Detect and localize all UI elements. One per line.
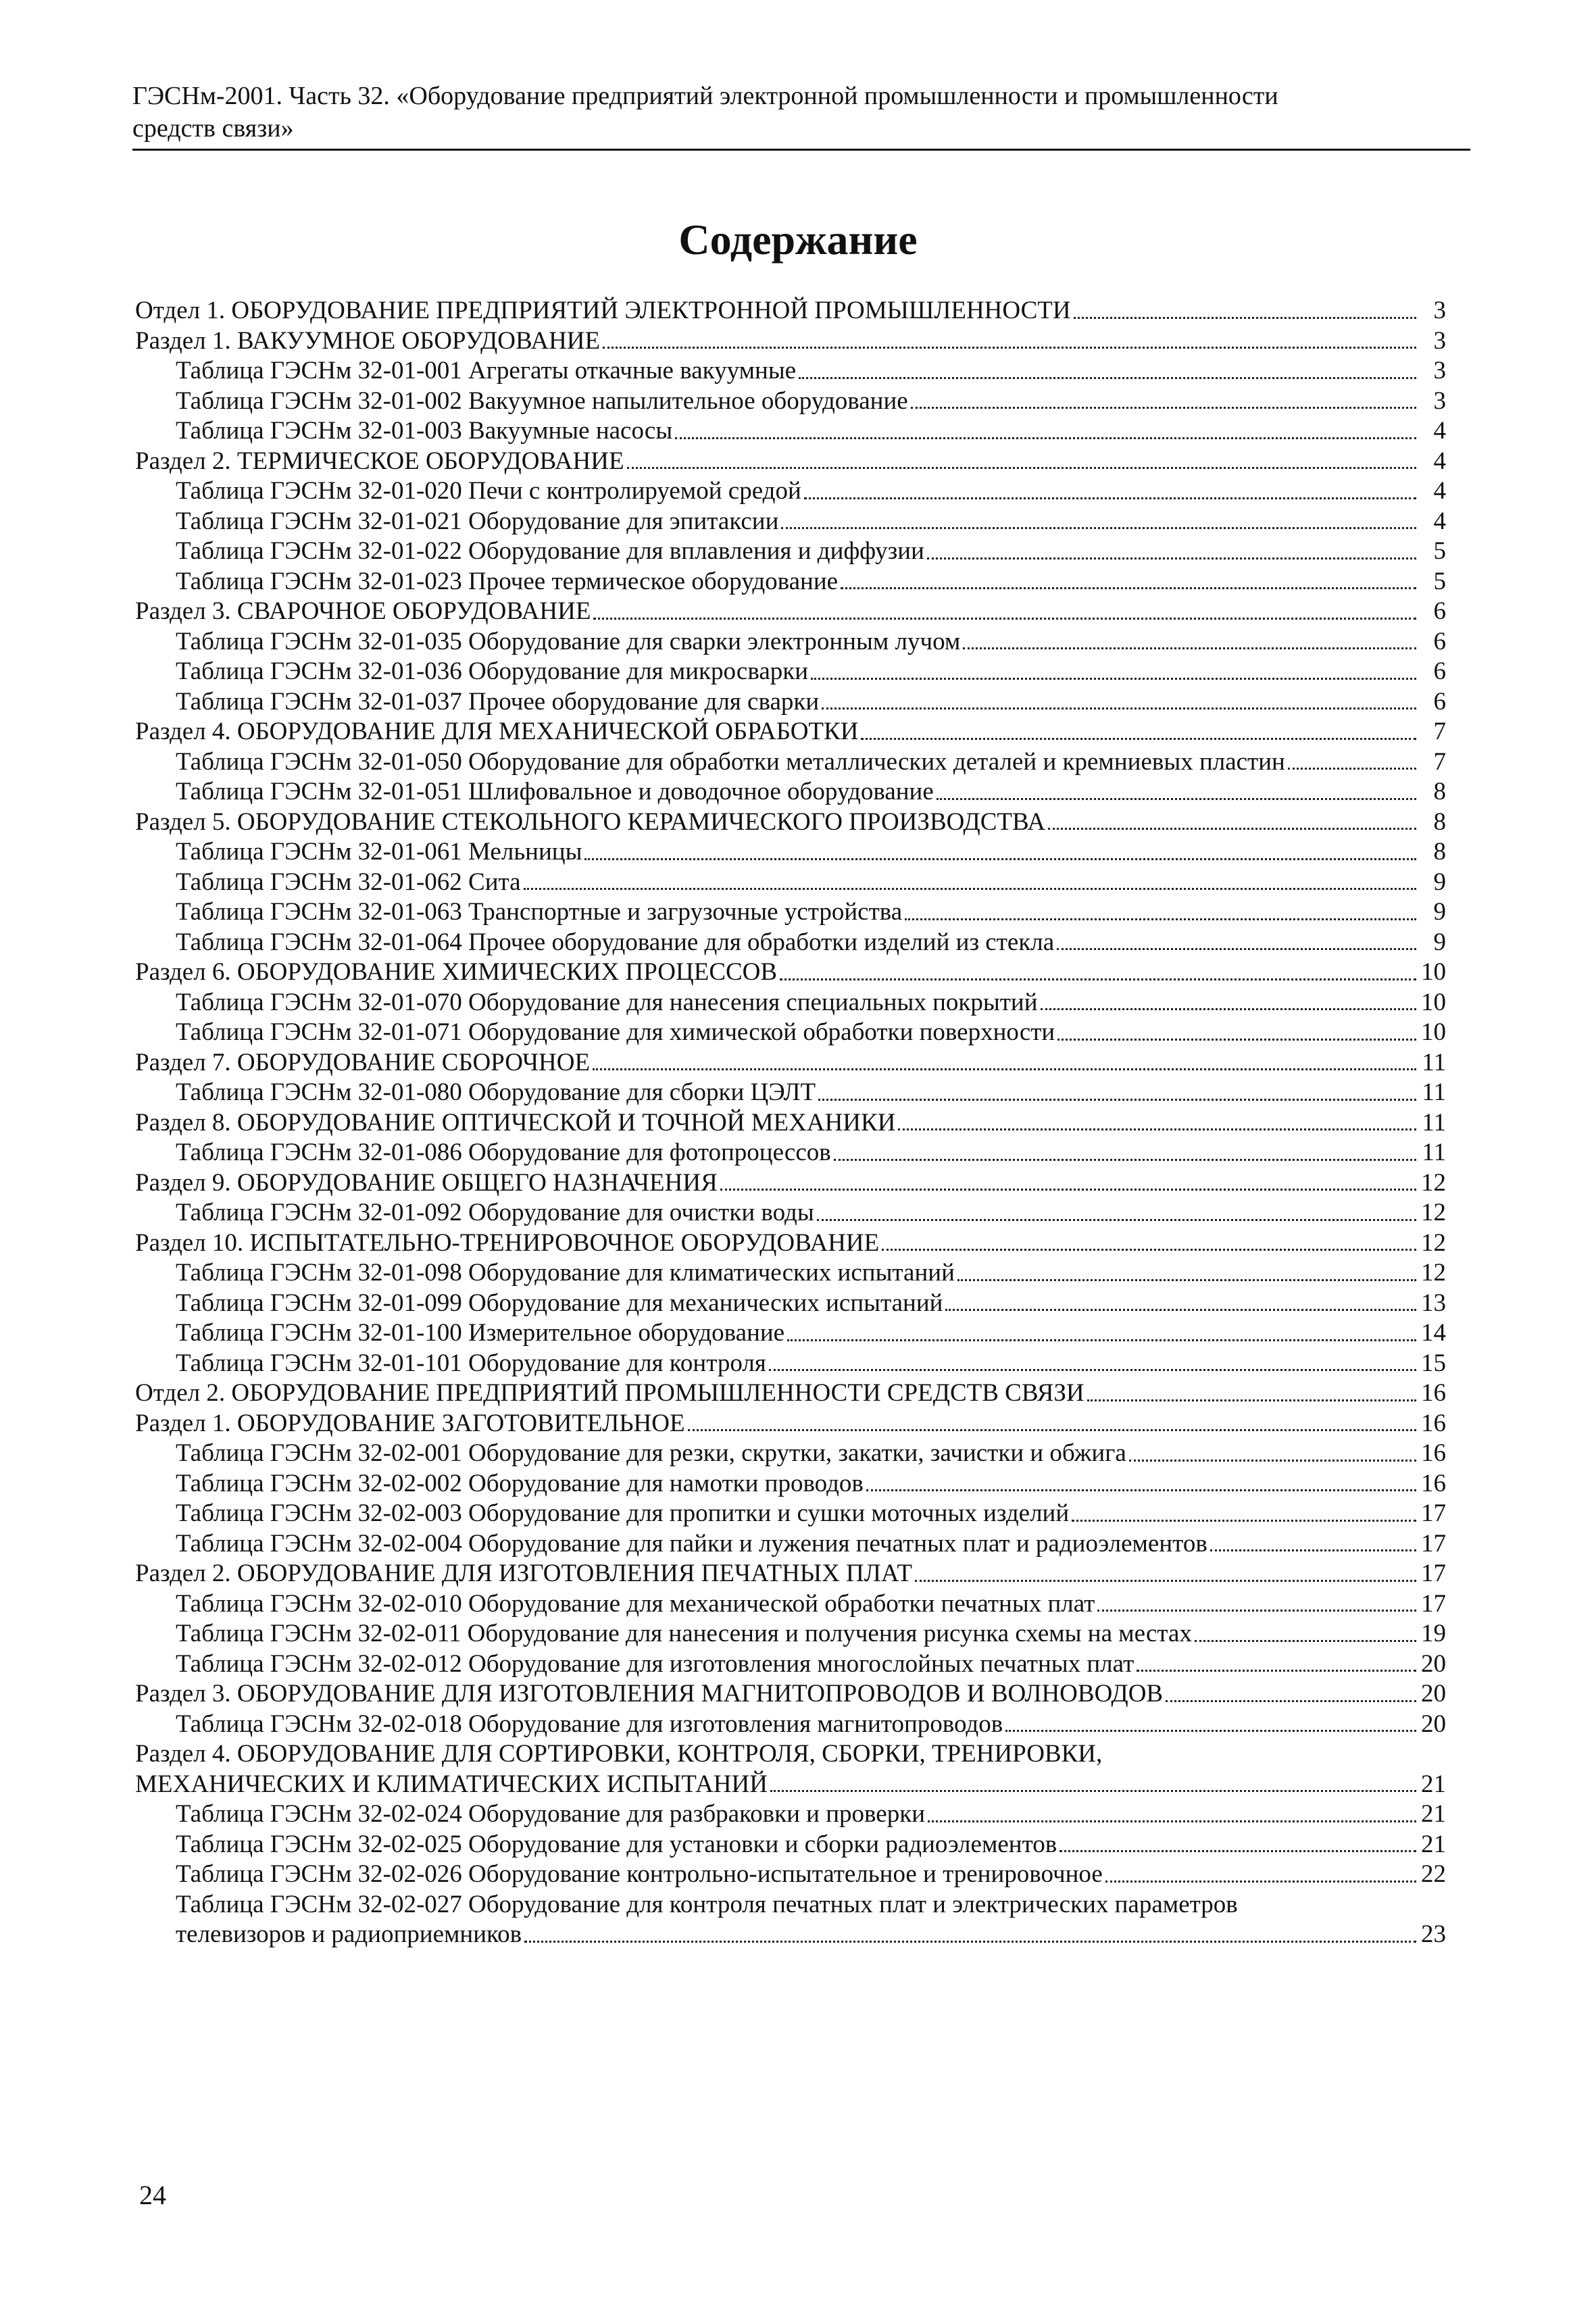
toc-dot-leader xyxy=(861,738,1416,740)
toc-dot-leader xyxy=(957,1279,1416,1281)
toc-entry-page: 9 xyxy=(1433,868,1446,896)
toc-dot-leader xyxy=(905,918,1416,920)
toc-entry-title: Раздел 1. ВАКУУМНОЕ ОБОРУДОВАНИЕ xyxy=(135,326,601,355)
toc-entry-title: Таблица ГЭСНм 32-01-020 Печи с контролируемой средой xyxy=(176,477,801,505)
toc-entry-table xyxy=(135,687,1446,718)
toc-dot-leader xyxy=(963,647,1416,649)
toc-entry-table xyxy=(135,1469,1446,1499)
toc-entry-page: 20 xyxy=(1421,1649,1446,1678)
toc-dot-leader xyxy=(882,1249,1416,1251)
toc-entry-table xyxy=(135,356,1446,387)
toc-entry-section xyxy=(135,1770,1446,1800)
toc-entry-title: Раздел 8. ОБОРУДОВАНИЕ ОПТИЧЕСКОЙ И ТОЧНОЙ МЕХАНИКИ xyxy=(135,1108,896,1137)
toc-entry-table xyxy=(135,1920,1446,1950)
toc-entry-table xyxy=(135,988,1446,1018)
toc-entry-page: 11 xyxy=(1422,1048,1446,1076)
toc-entry-title: Таблица ГЭСНм 32-02-026 Оборудование контрольно-испытательное и тренировочное xyxy=(176,1860,1103,1888)
toc-entry-title: Раздел 6. ОБОРУДОВАНИЕ ХИМИЧЕСКИХ ПРОЦЕССОВ xyxy=(135,958,778,986)
toc-entry-page: 13 xyxy=(1421,1289,1446,1317)
toc-entry-table xyxy=(135,868,1446,898)
toc-entry-page: 8 xyxy=(1433,778,1446,805)
toc-entry-title: Таблица ГЭСНм 32-01-071 Оборудование для химической обработки поверхности xyxy=(176,1018,1055,1046)
toc-entry-page: 17 xyxy=(1421,1499,1446,1527)
toc-entry-section xyxy=(135,1559,1446,1589)
toc-dot-leader xyxy=(675,437,1416,439)
toc-entry-table xyxy=(135,1078,1446,1108)
toc-entry-title: Таблица ГЭСНм 32-01-063 Транспортные и загрузочные устройства xyxy=(176,898,903,926)
toc-entry-table xyxy=(135,1439,1446,1469)
toc-entry-title: Раздел 3. ОБОРУДОВАНИЕ ДЛЯ ИЗГОТОВЛЕНИЯ МАГНИТОПРОВОДОВ И ВОЛНОВОДОВ xyxy=(135,1680,1164,1708)
toc-entry-title: Таблица ГЭСНм 32-01-064 Прочее оборудование для обработки изделий из стекла xyxy=(176,928,1055,956)
toc-entry-title: Раздел 2. ОБОРУДОВАНИЕ ДЛЯ ИЗГОТОВЛЕНИЯ ПЕЧАТНЫХ ПЛАТ xyxy=(135,1560,912,1587)
toc-entry-title: Таблица ГЭСНм 32-01-080 Оборудование для сборки ЦЭЛТ xyxy=(176,1078,816,1106)
toc-entry-table xyxy=(135,1860,1446,1890)
page-title: Содержание xyxy=(678,216,918,264)
toc-entry-title: Раздел 2. ТЕРМИЧЕСКОЕ ОБОРУДОВАНИЕ xyxy=(135,447,624,475)
toc-entry-page: 3 xyxy=(1433,357,1446,384)
toc-entry-table xyxy=(135,777,1446,807)
toc-entry-table xyxy=(135,747,1446,778)
toc-entry-title: Раздел 4. ОБОРУДОВАНИЕ ДЛЯ МЕХАНИЧЕСКОЙ ОБРАБОТКИ xyxy=(135,718,859,745)
toc-entry-title: Таблица ГЭСНм 32-01-061 Мельницы xyxy=(176,838,582,866)
toc-dot-leader xyxy=(866,1489,1416,1491)
toc-entry-title: Таблица ГЭСНм 32-01-021 Оборудование для эпитаксии xyxy=(176,507,779,535)
toc-entry-title: Таблица ГЭСНм 32-01-036 Оборудование для микросварки xyxy=(176,657,809,685)
toc-entry-page: 10 xyxy=(1421,988,1446,1016)
toc-entry-page: 4 xyxy=(1433,447,1446,475)
toc-dot-leader xyxy=(780,978,1416,980)
toc-entry-title: Таблица ГЭСНм 32-01-086 Оборудование для фотопроцессов xyxy=(176,1139,831,1166)
toc-entry-title: Раздел 9. ОБОРУДОВАНИЕ ОБЩЕГО НАЗНАЧЕНИЯ xyxy=(135,1168,718,1197)
toc-entry-page: 4 xyxy=(1433,417,1446,445)
toc-entry-page: 19 xyxy=(1421,1620,1446,1647)
running-header xyxy=(132,80,1470,145)
toc-entry-title: Таблица ГЭСНм 32-01-050 Оборудование для обработки металлических деталей и кремниевых пластин xyxy=(176,747,1285,776)
toc-dot-leader xyxy=(524,1941,1416,1943)
toc-dot-leader xyxy=(937,798,1416,800)
toc-entry-section xyxy=(135,1679,1446,1710)
toc-entry-table xyxy=(135,837,1446,868)
toc-entry-page: 4 xyxy=(1433,477,1446,505)
toc-dot-leader xyxy=(1166,1700,1416,1702)
toc-dot-leader xyxy=(928,1820,1416,1822)
toc-dot-leader xyxy=(1048,828,1416,830)
toc-entry-title: Раздел 5. ОБОРУДОВАНИЕ СТЕКОЛЬНОГО КЕРАМИЧЕСКОГО ПРОИЗВОДСТВА xyxy=(135,807,1046,836)
toc-entry-page: 11 xyxy=(1422,1139,1446,1166)
toc-dot-leader xyxy=(769,1369,1416,1371)
toc-entry-page: 20 xyxy=(1421,1710,1446,1738)
toc-entry-page: 17 xyxy=(1421,1589,1446,1618)
toc-entry-page: 11 xyxy=(1422,1078,1446,1106)
toc-entry-table xyxy=(135,1710,1446,1740)
toc-entry-section xyxy=(135,447,1446,477)
toc-dot-leader xyxy=(1210,1549,1416,1551)
toc-entry-page: 4 xyxy=(1433,507,1446,535)
toc-entry-title: Таблица ГЭСНм 32-02-001 Оборудование для резки, скрутки, закатки, зачистки и обжига xyxy=(176,1439,1126,1467)
toc-entry-title: Отдел 1. ОБОРУДОВАНИЕ ПРЕДПРИЯТИЙ ЭЛЕКТРОННОЙ ПРОМЫШЛЕННОСТИ xyxy=(135,297,1071,324)
toc-dot-leader xyxy=(720,1189,1416,1191)
toc-entry-page: 12 xyxy=(1421,1199,1446,1226)
toc-entry-table xyxy=(135,1619,1446,1649)
toc-entry-title: Таблица ГЭСНм 32-01-023 Прочее термическое оборудование xyxy=(176,567,839,595)
toc-entry-title: Таблица ГЭСНм 32-02-012 Оборудование для изготовления многослойных печатных плат xyxy=(176,1649,1134,1678)
toc-entry-page: 12 xyxy=(1421,1228,1446,1257)
toc-entry-section xyxy=(135,296,1446,326)
toc-entry-section xyxy=(135,1108,1446,1139)
toc-entry-title: Отдел 2. ОБОРУДОВАНИЕ ПРЕДПРИЯТИЙ ПРОМЫШЛЕННОСТИ СРЕДСТВ СВЯЗИ xyxy=(135,1379,1084,1407)
toc-entry-title: Таблица ГЭСНм 32-02-004 Оборудование для пайки и лужения печатных плат и радиоэлементов xyxy=(176,1529,1207,1558)
toc-entry-page: 7 xyxy=(1433,718,1446,745)
toc-entry-table xyxy=(135,507,1446,537)
toc-entry-title: Таблица ГЭСНм 32-02-027 Оборудование для контроля печатных плат и электрических параметров xyxy=(176,1890,1238,1918)
toc-entry-page: 16 xyxy=(1421,1409,1446,1437)
toc-entry-title: Раздел 7. ОБОРУДОВАНИЕ СБОРОЧНОЕ xyxy=(135,1048,591,1076)
toc-dot-leader xyxy=(817,1219,1416,1221)
toc-entry-section xyxy=(135,957,1446,988)
toc-entry-table xyxy=(135,1589,1446,1620)
page-number: 24 xyxy=(139,2180,166,2210)
toc-entry-table xyxy=(135,1258,1446,1289)
toc-dot-leader xyxy=(811,678,1416,680)
toc-entry-page: 12 xyxy=(1421,1168,1446,1197)
toc-entry-page: 23 xyxy=(1421,1920,1446,1948)
toc-entry-section xyxy=(135,807,1446,838)
toc-dot-leader xyxy=(799,377,1416,379)
toc-dot-leader xyxy=(804,497,1416,499)
toc-entry-title: Раздел 10. ИСПЫТАТЕЛЬНО-ТРЕНИРОВОЧНОЕ ОБОРУДОВАНИЕ xyxy=(135,1228,880,1257)
toc-entry-title: Таблица ГЭСНм 32-01-100 Измерительное оборудование xyxy=(176,1319,785,1347)
toc-entry-page: 10 xyxy=(1421,958,1446,986)
toc-entry-section xyxy=(135,326,1446,357)
toc-entry-title: Таблица ГЭСНм 32-01-002 Вакуумное напылительное оборудование xyxy=(176,387,908,415)
toc-entry-section xyxy=(135,597,1446,627)
toc-entry-title: Таблица ГЭСНм 32-02-010 Оборудование для механической обработки печатных плат xyxy=(176,1589,1095,1618)
toc-entry-table xyxy=(135,1289,1446,1319)
toc-dot-leader xyxy=(593,618,1416,620)
toc-entry-page: 8 xyxy=(1433,807,1446,836)
toc-entry-table xyxy=(135,1018,1446,1048)
toc-entry-section xyxy=(135,1739,1446,1770)
toc-entry-page: 3 xyxy=(1433,326,1446,355)
toc-entry-table xyxy=(135,1890,1446,1920)
toc-dot-leader xyxy=(1105,1881,1416,1883)
toc-entry-page: 17 xyxy=(1421,1560,1446,1587)
table-of-contents xyxy=(135,296,1446,1950)
toc-entry-title: Таблица ГЭСНм 32-01-035 Оборудование для сварки электронным лучом xyxy=(176,627,961,655)
toc-dot-leader xyxy=(1072,1520,1416,1522)
toc-dot-leader xyxy=(1087,1399,1416,1401)
toc-entry-title: Таблица ГЭСНм 32-02-011 Оборудование для нанесения и получения рисунка схемы на местах xyxy=(176,1620,1192,1647)
toc-dot-leader xyxy=(584,858,1416,860)
toc-entry-page: 9 xyxy=(1433,928,1446,956)
toc-entry-table xyxy=(135,537,1446,567)
toc-entry-title: Таблица ГЭСНм 32-01-022 Оборудование для вплавления и диффузии xyxy=(176,537,924,565)
toc-dot-leader xyxy=(1005,1730,1416,1732)
toc-entry-page: 16 xyxy=(1421,1469,1446,1497)
toc-entry-title: Таблица ГЭСНм 32-01-062 Сита xyxy=(176,868,521,896)
toc-entry-section xyxy=(135,1168,1446,1199)
toc-entry-title: Таблица ГЭСНм 32-02-002 Оборудование для намотки проводов xyxy=(176,1469,864,1497)
toc-dot-leader xyxy=(603,347,1416,349)
toc-entry-table xyxy=(135,897,1446,928)
toc-entry-title: Таблица ГЭСНм 32-02-018 Оборудование для изготовления магнитопроводов xyxy=(176,1710,1003,1738)
running-header-line-2: средств связи» xyxy=(132,114,294,143)
toc-entry-page: 21 xyxy=(1421,1800,1446,1828)
toc-entry-title: Таблица ГЭСНм 32-01-001 Агрегаты откачные вакуумные xyxy=(176,357,797,384)
toc-dot-leader xyxy=(1097,1610,1416,1612)
toc-entry-page: 3 xyxy=(1433,297,1446,324)
toc-dot-leader xyxy=(1057,948,1416,950)
toc-entry-page: 6 xyxy=(1433,597,1446,625)
toc-entry-title: Раздел 1. ОБОРУДОВАНИЕ ЗАГОТОВИТЕЛЬНОЕ xyxy=(135,1409,685,1437)
toc-entry-table xyxy=(135,1799,1446,1830)
toc-dot-leader xyxy=(1288,768,1416,770)
toc-entry-table xyxy=(135,387,1446,417)
toc-entry-table xyxy=(135,1830,1446,1860)
toc-entry-table xyxy=(135,1198,1446,1228)
toc-entry-title: Раздел 3. СВАРОЧНОЕ ОБОРУДОВАНИЕ xyxy=(135,597,591,625)
toc-entry-section xyxy=(135,1409,1446,1439)
toc-entry-table xyxy=(135,1529,1446,1560)
toc-dot-leader xyxy=(841,587,1416,589)
toc-dot-leader xyxy=(627,467,1416,469)
toc-entry-page: 15 xyxy=(1421,1349,1446,1377)
running-header-line-1: ГЭСНм-2001. Часть 32. «Оборудование предприятий электронной промышленности и промышленности xyxy=(132,82,1278,110)
toc-entry-page: 9 xyxy=(1433,898,1446,926)
toc-entry-page: 7 xyxy=(1433,747,1446,776)
toc-entry-title: Таблица ГЭСНм 32-01-051 Шлифовальное и доводочное оборудование xyxy=(176,778,934,805)
toc-entry-title: Таблица ГЭСНм 32-01-003 Вакуумные насосы xyxy=(176,417,673,445)
toc-entry-page: 8 xyxy=(1433,838,1446,866)
toc-entry-table xyxy=(135,1138,1446,1168)
toc-entry-page: 5 xyxy=(1433,567,1446,595)
toc-dot-leader xyxy=(781,527,1416,529)
toc-entry-section xyxy=(135,717,1446,747)
toc-entry-title: Таблица ГЭСНм 32-01-037 Прочее оборудование для сварки xyxy=(176,687,820,716)
toc-dot-leader xyxy=(822,707,1416,710)
toc-entry-page: 10 xyxy=(1421,1018,1446,1046)
toc-dot-leader xyxy=(524,888,1416,890)
toc-dot-leader xyxy=(1195,1640,1416,1642)
toc-entry-page: 22 xyxy=(1421,1860,1446,1888)
toc-entry-page: 17 xyxy=(1421,1529,1446,1558)
toc-dot-leader xyxy=(688,1429,1416,1431)
toc-dot-leader xyxy=(770,1790,1416,1792)
toc-entry-page: 21 xyxy=(1421,1830,1446,1858)
toc-entry-page: 6 xyxy=(1433,627,1446,655)
toc-dot-leader xyxy=(1137,1670,1416,1672)
toc-dot-leader xyxy=(898,1128,1416,1130)
toc-entry-page: 11 xyxy=(1422,1108,1446,1137)
toc-dot-leader xyxy=(911,407,1416,409)
toc-entry-table xyxy=(135,1318,1446,1349)
toc-entry-title: Таблица ГЭСНм 32-02-003 Оборудование для пропитки и сушки моточных изделий xyxy=(176,1499,1070,1527)
toc-entry-title: Таблица ГЭСНм 32-01-070 Оборудование для нанесения специальных покрытий xyxy=(176,988,1038,1016)
toc-dot-leader xyxy=(1059,1850,1416,1852)
toc-entry-table xyxy=(135,416,1446,447)
toc-entry-page: 16 xyxy=(1421,1439,1446,1467)
toc-entry-title: Таблица ГЭСНм 32-02-024 Оборудование для разбраковки и проверки xyxy=(176,1800,925,1828)
toc-dot-leader xyxy=(915,1580,1416,1582)
toc-entry-title: Таблица ГЭСНм 32-01-099 Оборудование для механических испытаний xyxy=(176,1289,943,1317)
toc-entry-page: 16 xyxy=(1421,1379,1446,1407)
toc-entry-table xyxy=(135,627,1446,657)
toc-entry-title: телевизоров и радиоприемников xyxy=(176,1920,522,1948)
toc-entry-table xyxy=(135,567,1446,597)
toc-entry-page: 21 xyxy=(1421,1770,1446,1798)
toc-entry-table xyxy=(135,928,1446,958)
toc-dot-leader xyxy=(1074,317,1416,319)
toc-dot-leader xyxy=(787,1339,1416,1341)
toc-dot-leader xyxy=(927,557,1416,559)
toc-entry-page: 5 xyxy=(1433,537,1446,565)
toc-entry-title: МЕХАНИЧЕСКИХ И КЛИМАТИЧЕСКИХ ИСПЫТАНИЙ xyxy=(135,1770,768,1798)
toc-entry-table xyxy=(135,1649,1446,1680)
toc-entry-title: Таблица ГЭСНм 32-01-092 Оборудование для очистки воды xyxy=(176,1199,814,1226)
toc-entry-table xyxy=(135,1349,1446,1379)
toc-entry-title: Раздел 4. ОБОРУДОВАНИЕ ДЛЯ СОРТИРОВКИ, КОНТРОЛЯ, СБОРКИ, ТРЕНИРОВКИ, xyxy=(135,1740,1103,1768)
toc-dot-leader xyxy=(1041,1008,1417,1010)
toc-dot-leader xyxy=(834,1159,1416,1161)
toc-entry-page: 6 xyxy=(1433,657,1446,685)
toc-dot-leader xyxy=(593,1068,1416,1070)
toc-dot-leader xyxy=(1057,1039,1416,1041)
toc-entry-section xyxy=(135,1228,1446,1259)
toc-entry-table xyxy=(135,657,1446,687)
toc-entry-table xyxy=(135,476,1446,507)
toc-entry-title: Таблица ГЭСНм 32-02-025 Оборудование для установки и сборки радиоэлементов xyxy=(176,1830,1057,1858)
toc-entry-title: Таблица ГЭСНм 32-01-101 Оборудование для контроля xyxy=(176,1349,766,1377)
toc-entry-page: 3 xyxy=(1433,387,1446,415)
header-divider xyxy=(132,149,1470,151)
toc-entry-section xyxy=(135,1378,1446,1409)
toc-entry-page: 12 xyxy=(1421,1259,1446,1287)
toc-dot-leader xyxy=(945,1309,1416,1311)
toc-dot-leader xyxy=(818,1099,1416,1101)
toc-entry-page: 6 xyxy=(1433,687,1446,716)
toc-entry-page: 20 xyxy=(1421,1680,1446,1708)
toc-entry-title: Таблица ГЭСНм 32-01-098 Оборудование для климатических испытаний xyxy=(176,1259,955,1287)
toc-entry-page: 14 xyxy=(1421,1319,1446,1347)
toc-entry-section xyxy=(135,1048,1446,1078)
toc-entry-table xyxy=(135,1499,1446,1529)
toc-dot-leader xyxy=(1129,1460,1416,1462)
